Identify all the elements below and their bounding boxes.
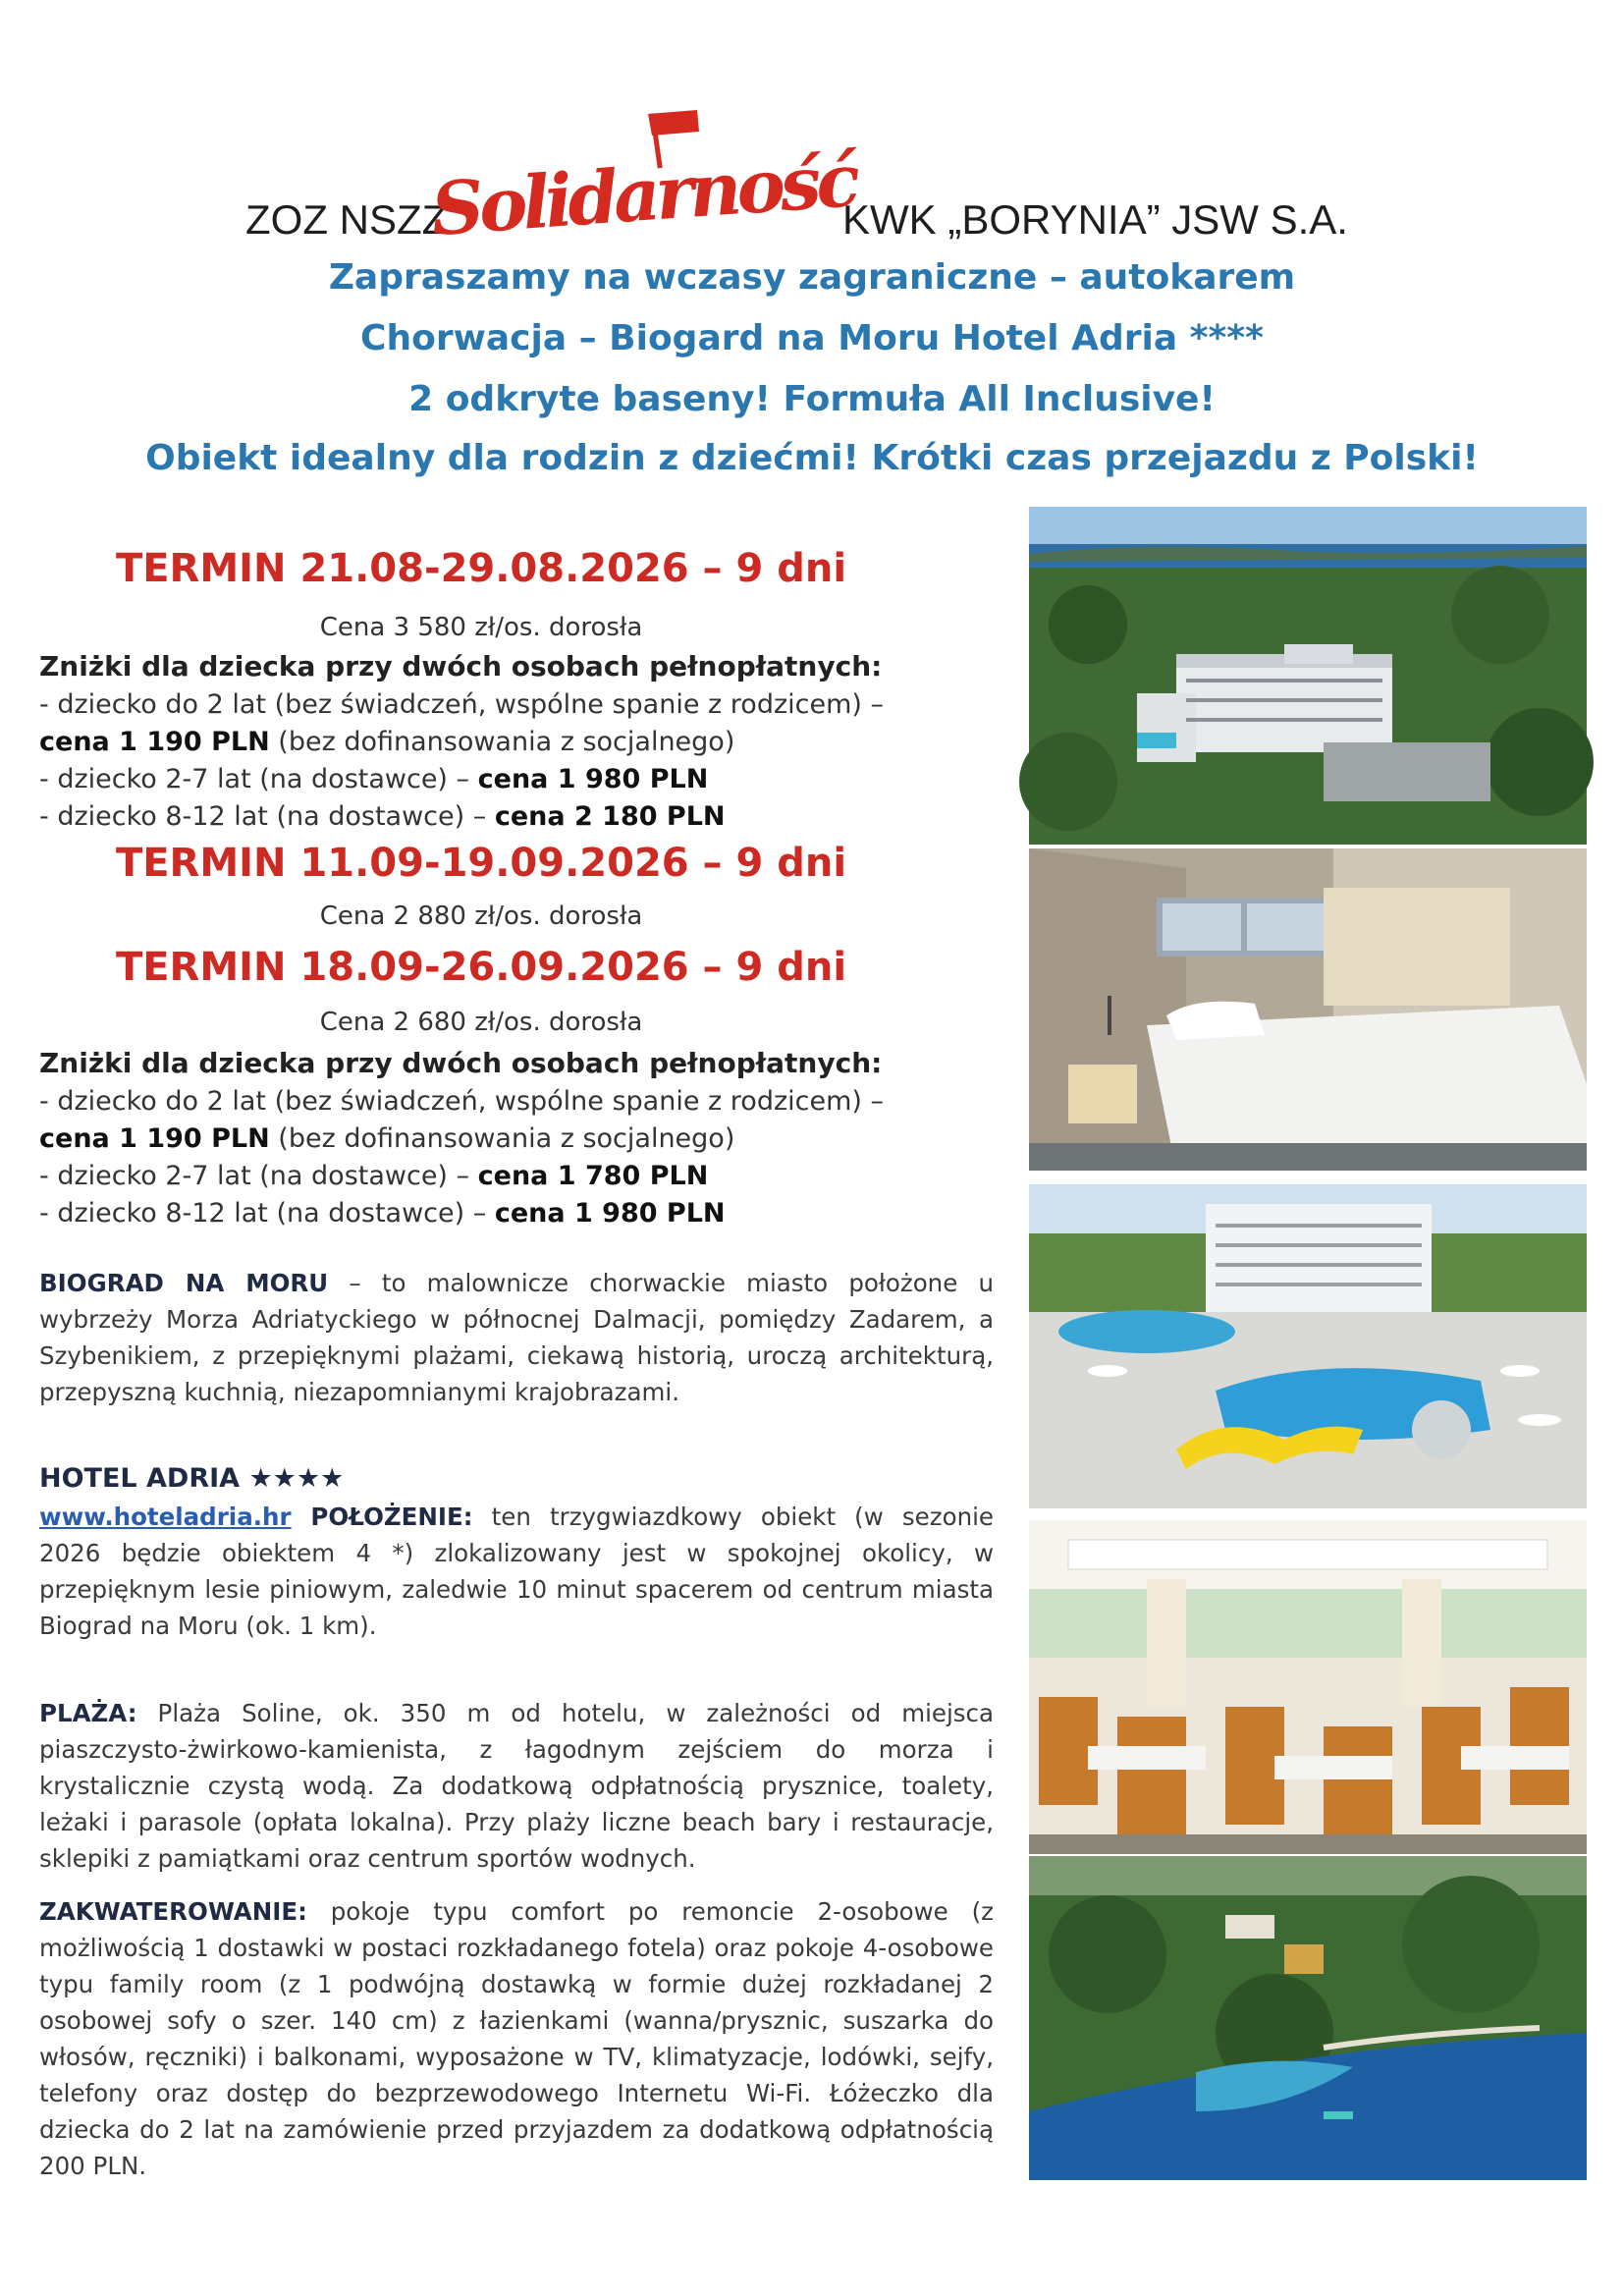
hotel-paragraph — [39, 1499, 994, 1644]
zakwaterowanie-text: pokoje typu comfort po remoncie 2-osobowe (z możliwością 1 dostawki w postaci rozkładanego fotela) oraz pokoje 4-osobowe typu family room (z 1 podwójną dostawką w formie dużej rozkładanej 2 osobowej sofy o szer. 140 cm) z łazienkami (wanna/prysznic, suszarka do włosów, ręczniki) i balkonami, wyposażone w TV, klimatyzacje, lodówki, sejfy, telefony oraz dostęp do bezprzewodowego Internetu Wi-Fi. Łóżeczko dla dziecka do 2 lat na zamówienie przed przyjazdem za dodatkową odpłatnością 200 PLN. — [39, 1897, 994, 2180]
cena-2: Cena 2 880 zł/os. dorosła — [319, 902, 643, 931]
intro-line-3: 2 odkryte baseny! Formuła All Inclusive! — [408, 379, 1216, 419]
photo-restaurant — [1029, 1520, 1587, 1854]
note: (bez dofinansowania z socjalnego) — [269, 1123, 735, 1154]
intro-line-1: Zapraszamy na wczasy zagraniczne – autokarem — [328, 257, 1296, 298]
svg-text:Solidarność: Solidarność — [428, 138, 859, 253]
price: cena 1 190 PLN — [39, 1123, 270, 1154]
polozenie-label: POŁOŻENIE: — [291, 1503, 473, 1531]
plaza-text: Plaża Soline, ok. 350 m od hotelu, w zależności od miejsca piaszczysto-żwirkowo-kamienista, z łagodnym zejściem do morza i krystalicznie czystą wodą. Za dodatkową odpłatnością prysznice, toalety, leżaki i parasole (opłata lokalna). Przy plaży liczne beach bary i restauracje, sklepiki z pamiątkami oraz centrum sportów wodnych. — [39, 1699, 994, 1873]
biograd-paragraph — [39, 1265, 994, 1410]
child-0-2-price-line-1 — [39, 727, 734, 757]
termin-3: TERMIN 18.09-26.09.2026 – 9 dni — [115, 945, 847, 990]
termin-1: TERMIN 21.08-29.08.2026 – 9 dni — [115, 546, 847, 591]
hotel-text: ten trzygwiazdkowy obiekt (w sezonie 2026 będzie obiektem 4 *) zlokalizowany jest w spokojnej okolicy, w przepięknym lesie piniowym, zaledwie 10 minut spacerem od centrum miasta Biograd na Moru (ok. 1 km). — [39, 1503, 994, 1640]
header-right: KWK „BORYNIA” JSW S.A. — [842, 196, 1348, 243]
child-0-2-price-line-3 — [39, 1123, 734, 1154]
photo-aerial-coast — [1029, 1856, 1587, 2180]
termin-2: TERMIN 11.09-19.09.2026 – 9 dni — [115, 841, 847, 886]
child-8-12-line-3 — [39, 1198, 726, 1229]
label: - dziecko 2-7 lat (na dostawce) – — [39, 1161, 478, 1191]
child-0-2-line-1: - dziecko do 2 lat (bez świadczeń, wspólne spanie z rodzicem) – — [39, 689, 885, 720]
cena-1: Cena 3 580 zł/os. dorosła — [319, 613, 643, 642]
price: cena 1 780 PLN — [477, 1161, 709, 1191]
solidarnosc-logo — [428, 110, 859, 257]
plaza-paragraph — [39, 1695, 994, 1877]
note: (bez dofinansowania z socjalnego) — [269, 727, 735, 757]
price: cena 1 190 PLN — [39, 727, 270, 757]
biograd-text: – to malownicze chorwackie miasto położone u wybrzeży Morza Adriatyckiego w północnej Dalmacji, pomiędzy Zadarem, a Szybenikiem, z przepięknymi plażami, ciekawą historią, uroczą architekturą, przepyszną kuchnią, niezapomnianymi krajobrazami. — [39, 1269, 995, 1406]
photo-aerial-hotel — [1029, 507, 1587, 845]
biograd-label: BIOGRAD NA MORU — [39, 1269, 329, 1297]
hotel-title: HOTEL ADRIA ★★★★ — [39, 1463, 345, 1494]
znizki-title-3: Zniżki dla dziecka przy dwóch osobach pełnopłatnych: — [39, 1047, 883, 1079]
label: - dziecko 2-7 lat (na dostawce) – — [39, 764, 478, 794]
photo-pools — [1029, 1184, 1587, 1508]
child-8-12-line-1 — [39, 801, 726, 832]
price: cena 1 980 PLN — [494, 1198, 726, 1229]
intro-line-4: Obiekt idealny dla rodzin z dziećmi! Krótki czas przejazdu z Polski! — [145, 438, 1479, 478]
child-0-2-line-3: - dziecko do 2 lat (bez świadczeń, wspólne spanie z rodzicem) – — [39, 1086, 885, 1117]
hotel-link[interactable]: www.hoteladria.hr — [39, 1503, 292, 1531]
plaza-label: PLAŻA: — [39, 1699, 137, 1727]
price: cena 1 980 PLN — [477, 764, 709, 794]
price: cena 2 180 PLN — [494, 801, 726, 832]
znizki-title-1: Zniżki dla dziecka przy dwóch osobach pełnopłatnych: — [39, 650, 883, 683]
zakwaterowanie-label: ZAKWATEROWANIE: — [39, 1897, 307, 1926]
child-2-7-line-3 — [39, 1161, 708, 1191]
zakwaterowanie-paragraph — [39, 1893, 994, 2184]
photo-hotel-room — [1029, 848, 1587, 1171]
label: - dziecko 8-12 lat (na dostawce) – — [39, 801, 495, 832]
cena-3: Cena 2 680 zł/os. dorosła — [319, 1008, 643, 1037]
intro-line-2: Chorwacja – Biogard na Moru Hotel Adria **** — [360, 318, 1264, 358]
label: - dziecko 8-12 lat (na dostawce) – — [39, 1198, 495, 1229]
header-left: ZOZ NSZZ — [245, 196, 448, 243]
child-2-7-line-1 — [39, 764, 708, 794]
